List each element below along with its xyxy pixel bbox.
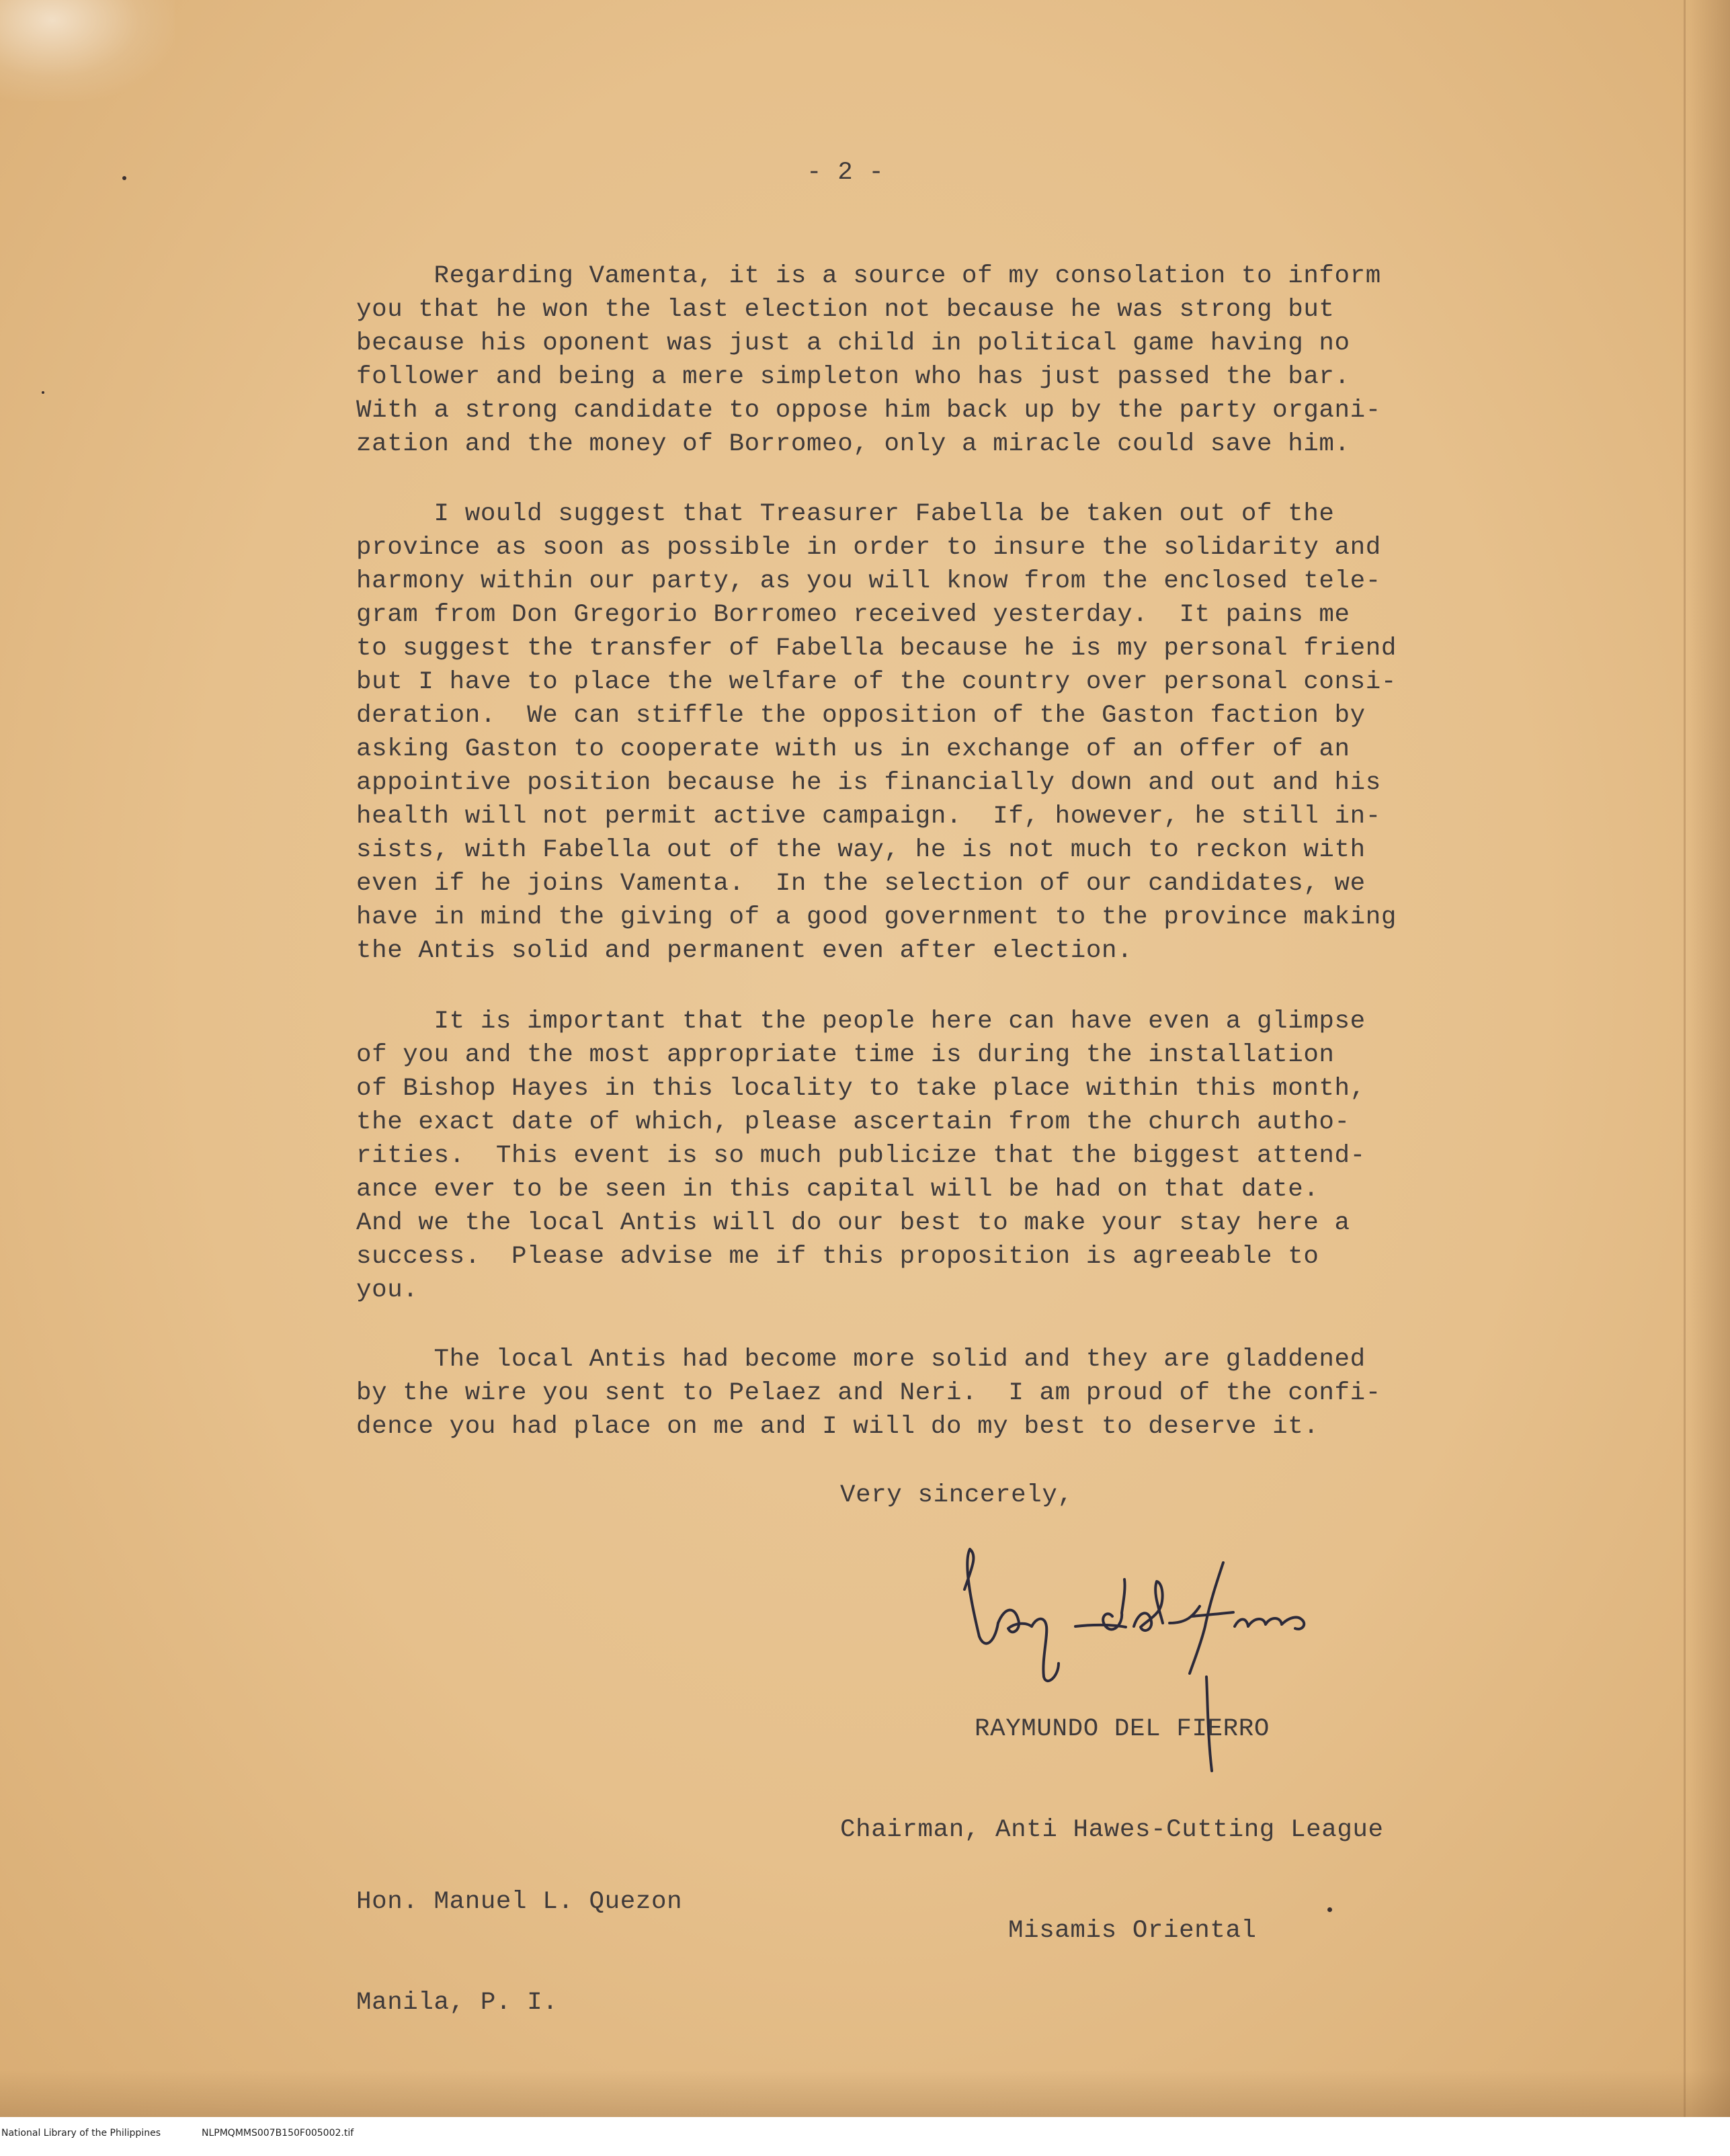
signatory-title: Chairman, Anti Hawes-Cutting League	[840, 1816, 1384, 1844]
signatory-location: Misamis Oriental	[1008, 1917, 1257, 1945]
paragraph-vamenta: Regarding Vamenta, it is a source of my consolation to inform you that he won the last election not because he was strong but because his oponent was just a child in political game having no follower and being a mere simpleton who has just passed the bar. With a strong candidate to oppose him back up by the party organi- zation and the money of Borromeo, only a miracle could save him.	[356, 262, 1381, 458]
closing: Very sincerely,	[840, 1481, 1073, 1509]
footer-filename: NLPMQMMS007B150F005002.tif	[202, 2128, 354, 2139]
footer-institution: National Library of the Philippines	[1, 2128, 161, 2139]
ink-speck	[122, 176, 126, 180]
addressee-address: Manila, P. I.	[356, 1989, 559, 2017]
paragraph-fabella: I would suggest that Treasurer Fabella be taken out of the province as soon as possible in order to insure the solidarity and harmony within our party, as you will know from the enclosed tele- gram from Don Gregorio Borromeo received yesterday. It pains me to suggest the transfer of Fabella because he is my personal friend but I have to place the welfare of the country over personal consi- deration. We can stiffle the opposition of the Gaston faction by asking Gaston to cooperate with us in exchange of an offer of an appointive position because he is financially down and out and his health will not permit active campaign. If, however, he still in- sists, with Fabella out of the way, he is not much to reckon with even if he joins Vamenta. In the selection of our candidates, we have in mind the giving of a good government to the province making the Antis solid and permanent even after election.	[356, 500, 1397, 965]
addressee-block	[356, 1818, 682, 2087]
signatory-name: RAYMUNDO DEL FIERRO	[975, 1715, 1270, 1743]
signature-block	[840, 1645, 1384, 2015]
paper-edge-right	[1690, 0, 1730, 2117]
paragraph-bishop-hayes: It is important that the people here can have even a glimpse of you and the most appropriate time is during the installation of Bishop Hayes in this locality to take place within this month, the exact date of which, please ascertain from the church autho- rities. This event is so much publicize that the biggest attend- ance ever to be seen in this capital will be had on that date. And we the local Antis will do our best to make your stay here a success. Please advise me if this proposition is agreeable to you.	[356, 1007, 1366, 1304]
paragraph-local-antis: The local Antis had become more solid and they are gladdened by the wire you sent to Pelaez and Neri. I am proud of the confi- dence you had place on me and I will do my best to deserve it.	[356, 1345, 1381, 1441]
scan-footer	[0, 2124, 1730, 2145]
paper-wear	[0, 0, 175, 101]
ink-speck	[42, 391, 44, 394]
addressee-name: Hon. Manuel L. Quezon	[356, 1888, 683, 1916]
paper-edge-bottom	[0, 2070, 1730, 2117]
paper-fold	[1684, 0, 1686, 2117]
page-number: - 2 -	[807, 159, 884, 187]
